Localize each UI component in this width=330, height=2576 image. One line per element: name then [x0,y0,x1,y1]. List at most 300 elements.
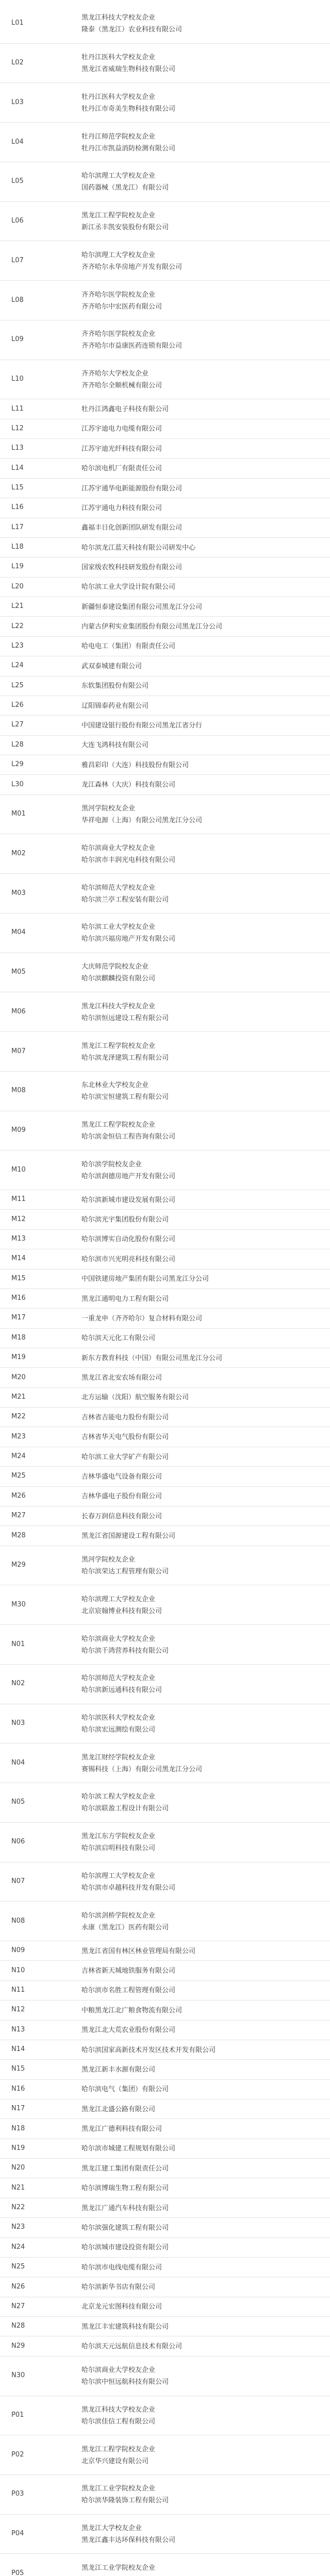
company-name-line: 哈尔滨华隆装饰工程有限公司 [81,2497,169,2505]
company-name [81,562,324,573]
company-name-line: 黑龙江广德利科技有限公司 [81,2125,162,2133]
list-item [0,1546,330,1586]
company-name [81,601,324,613]
company-name [81,803,324,826]
company-name [81,1194,324,1206]
item-code: L30 [11,780,24,788]
company-name [81,2444,324,2467]
company-name-line: 哈尔滨商业大学校友企业 [81,2366,156,2375]
company-name [81,423,324,435]
company-name [81,210,324,233]
company-name-line: 北京龙元宏图科技有限公司 [81,2303,162,2311]
company-name [81,52,324,75]
list-item [0,1862,330,1902]
company-name [81,1372,324,1384]
company-name-line: 牡丹江市凯益消防检测有限公司 [81,144,176,152]
list-item [0,716,330,735]
item-code: L16 [11,503,24,512]
company-name-line: 哈尔滨剑桥学院校友企业 [81,1911,156,1920]
list-item [0,1902,330,1941]
company-name-line: 哈尔滨宏远测绘有限公司 [81,1726,156,1734]
item-code: M21 [11,1393,26,1401]
company-name-line: 隆泰（黑龙江）农业科技有限公司 [81,26,183,34]
item-code: M07 [11,1047,26,1055]
list-item [0,1487,330,1506]
item-code: P02 [11,2450,24,2459]
list-item [0,1348,330,1368]
company-name [81,249,324,273]
company-name-line: 黑龙江鑫丰达环保科技有限公司 [81,2536,176,2545]
list-item [0,241,330,281]
list-item [0,2099,330,2119]
company-name-line: 大庆师范学院校友企业 [81,963,149,971]
company-name-line: 牡丹江医科大学校友企业 [81,54,156,62]
company-name-line: 哈尔滨市名胜工程管理有限公司 [81,1987,176,1995]
item-code: M12 [11,1215,26,1223]
list-item [0,44,330,83]
item-code: L24 [11,662,24,670]
company-name-line: 哈尔滨理工大学校友企业 [81,1595,156,1603]
list-item [0,2515,330,2554]
company-name [81,1412,324,1423]
company-name [81,2202,324,2214]
list-item [0,320,330,360]
company-name [81,1214,324,1226]
item-code: M06 [11,1007,26,1015]
list-item [0,1941,330,1961]
item-code: L05 [11,177,24,185]
item-code: L07 [11,256,24,264]
item-code: M08 [11,1087,26,1095]
company-name [81,1870,324,1894]
company-name-line: 华祥电源（上海）有限公司黑龙江分公司 [81,817,203,825]
list-item [0,676,330,696]
company-name-line: 北方运输（沈阳）航空服务有限公司 [81,1394,189,1402]
list-item [0,1388,330,1408]
company-name-line: 吉林华盛电气设备有限公司 [81,1472,162,1481]
list-item [0,874,330,913]
company-name [81,368,324,392]
item-code: M24 [11,1452,26,1461]
company-name [81,542,324,554]
company-name-line: 雅昌彩印（大连）科技股份有限公司 [81,761,189,769]
company-name [81,2123,324,2135]
item-code: N10 [11,1966,25,1974]
item-code: N17 [11,2105,25,2113]
item-code: M13 [11,1234,26,1243]
list-item [0,2218,330,2238]
list-item [0,1823,330,1862]
company-name-line: 齐齐哈尔市益康医药连锁有限公司 [81,342,183,350]
company-name-line: 哈尔滨宝恒建筑工程有限公司 [81,1093,169,1101]
company-name [81,2182,324,2194]
company-name [81,403,324,415]
list-item [0,1585,330,1625]
company-name [81,1554,324,1578]
item-code: M23 [11,1432,26,1440]
item-code: N06 [11,1838,25,1846]
item-code: N07 [11,1877,25,1885]
item-code: L29 [11,760,24,769]
company-name [81,2301,324,2313]
item-code: M09 [11,1126,26,1134]
item-code: M04 [11,928,26,937]
company-name-line: 牡丹江市奇美生物科技有限公司 [81,105,176,113]
item-code: N09 [11,1946,25,1955]
company-name [81,1313,324,1325]
company-name [81,759,324,771]
list-item [0,1072,330,1111]
company-name-line: 哈尔滨工业大学设计院有限公司 [81,583,176,591]
company-name-line: 北京华兴建设有限公司 [81,2457,149,2465]
company-name [81,660,324,672]
company-name [81,2262,324,2274]
company-name-line: 哈尔滨博瑞生物工程有限公司 [81,2184,169,2193]
list-item [0,1447,330,1467]
company-name-line: 哈尔滨商业大学校友企业 [81,844,156,852]
company-name-line: 齐齐哈尔医学院校友企业 [81,330,156,338]
company-name-line: 大连飞鸿科技有限公司 [81,741,149,750]
company-name-line: 黑龙江北盛公路有限公司 [81,2105,156,2113]
list-item [0,399,330,419]
item-code: L18 [11,543,24,551]
item-code: N08 [11,1917,25,1925]
item-code: P04 [11,2530,24,2538]
company-name-line: 中国建设银行股份有限公司黑龙江省分行 [81,721,203,730]
company-name-line: 哈尔滨荣达工程管理有限公司 [81,1568,169,1576]
company-name-line: 黑龙江工程学院校友企业 [81,212,156,220]
company-name-line: 黑河学院校友企业 [81,805,136,813]
company-name-line: 黑龙江广通汽车科技有限公司 [81,2204,169,2212]
company-name [81,1471,324,1483]
item-code: M19 [11,1353,26,1362]
item-code: P01 [11,2411,24,2419]
company-name-line: 北京宸翰博业科技有限公司 [81,1607,162,1615]
company-name [81,2242,324,2253]
list-item [0,1665,330,1704]
item-code: N23 [11,2223,25,2231]
list-item [0,2475,330,2515]
company-name-line: 哈尔滨金恒信工程咨询有限公司 [81,1132,176,1141]
company-name-line: 齐齐哈尔中宏医药有限公司 [81,302,162,311]
list-item [0,2159,330,2178]
company-name [81,1392,324,1403]
company-name-line: 哈尔滨市电线电缆有限公司 [81,2263,162,2272]
item-code: L09 [11,335,24,344]
item-code: L23 [11,641,24,650]
item-code: N13 [11,2025,25,2033]
list-item [0,2357,330,2396]
company-name-line: 新江丞丰凯安装股份有限公司 [81,224,169,232]
item-code: M27 [11,1512,26,1520]
list-item [0,834,330,874]
company-name-line: 齐齐哈尔永华房地产开发有限公司 [81,263,183,271]
company-name-line: 赛锡科技（上海）有限公司黑龙江分公司 [81,1765,203,1773]
item-code: M11 [11,1195,26,1204]
company-name-line: 黑龙江东方学院校友企业 [81,1833,156,1841]
list-item [0,479,330,498]
item-code: M17 [11,1314,26,1322]
item-code: L20 [11,582,24,590]
list-item [0,2435,330,2475]
company-name-line: 哈尔滨理工大学校友企业 [81,251,156,259]
list-item [0,617,330,636]
item-code: N24 [11,2243,25,2251]
company-name-line: 黑龙江丰宏建筑科技有限公司 [81,2323,169,2331]
company-name-line: 黑龙江通明电力工程有限公司 [81,1295,169,1303]
list-item [0,1783,330,1823]
item-code: N30 [11,2371,25,2380]
list-item [0,2060,330,2079]
company-name-line: 哈尔滨博实自动化股份有限公司 [81,1235,176,1244]
company-name [81,640,324,652]
company-name-line: 黑龙江科技大学校友企业 [81,1002,156,1010]
list-item [0,992,330,1032]
company-name-line: 内蒙古伊利实业集团股份有限公司黑龙江分公司 [81,623,223,631]
company-name-line: 牡丹江医科大学校友企业 [81,93,156,101]
item-code: L26 [11,701,24,709]
item-code: N26 [11,2282,25,2291]
item-code: N18 [11,2124,25,2132]
company-name [81,2222,324,2234]
company-name [81,2104,324,2115]
list-item [0,2040,330,2060]
company-name [81,1945,324,1957]
company-name-line: 江苏宇迪电力电缆有限公司 [81,425,162,433]
company-name-line: 牡丹江师范学院校友企业 [81,132,156,141]
company-name-line: 哈尔滨新城市建设发展有限公司 [81,1196,176,1204]
company-name [81,842,324,866]
company-name-line: 齐齐哈尔医学院校友企业 [81,291,156,299]
company-name [81,2404,324,2428]
company-name-line: 哈尔滨强化建筑工程有限公司 [81,2224,169,2232]
company-name [81,12,324,36]
list-item [0,498,330,518]
list-item [0,2317,330,2336]
list-item [0,1743,330,1783]
company-name [81,1752,324,1775]
company-name [81,1910,324,1934]
company-name-line: 哈尔滨恒远建设工程有限公司 [81,1014,169,1022]
company-name-line: 黑龙江财经学院校友企业 [81,1753,156,1761]
list-item [0,83,330,123]
item-code: M30 [11,1600,26,1608]
item-code: M02 [11,849,26,857]
list-item [0,1150,330,1190]
company-name-line: 东北林业大学校友企业 [81,1081,149,1090]
item-code: M14 [11,1255,26,1263]
company-name-line: 黑龙江工程学院校友企业 [81,1121,156,1129]
company-name-line: 黑龙江新丰水源有限公司 [81,2065,156,2074]
company-name-line: 江苏宇通华电新能源股份有限公司 [81,484,183,493]
company-name [81,522,324,534]
list-item [0,1981,330,2001]
company-name-line: 哈尔滨医科大学校友企业 [81,1714,156,1722]
company-name-line: 黑龙江省国源建设工程有限公司 [81,1532,176,1540]
list-item [0,419,330,439]
list-item [0,1329,330,1348]
item-code: M28 [11,1531,26,1539]
company-name [81,2163,324,2175]
list-item [0,578,330,597]
list-item [0,360,330,400]
company-name [81,621,324,633]
company-name [81,443,324,455]
item-code: N19 [11,2144,25,2152]
list-item [0,1269,330,1289]
list-item [0,281,330,320]
list-item [0,1032,330,1072]
item-code: L15 [11,484,24,492]
company-name-line: 哈尔滨兰亭工程安装有限公司 [81,895,169,904]
item-code: M18 [11,1333,26,1342]
item-code: N14 [11,2045,25,2054]
company-name-line: 哈尔滨商业大学校友企业 [81,1635,156,1643]
list-item [0,439,330,459]
company-name-line: 哈电电工（集团）有限责任公司 [81,642,176,651]
list-item [0,2080,330,2099]
list-item [0,1625,330,1665]
company-name-line: 永康（黑龙江）医药有限公司 [81,1923,169,1931]
item-code: N11 [11,1986,25,1994]
company-name-line: 黑龙江工业学院校友企业 [81,2564,156,2572]
list-item [0,4,330,44]
company-name-line: 新东方教育科技（中国）有限公司黑龙江分公司 [81,1354,223,1362]
item-code: L10 [11,375,24,383]
item-code: M20 [11,1373,26,1381]
list-item [0,1704,330,1744]
item-code: N05 [11,1798,25,1806]
item-code: N15 [11,2065,25,2073]
item-code: M25 [11,1472,26,1480]
item-code: N20 [11,2164,25,2172]
list-item [0,459,330,478]
item-code: N29 [11,2342,25,2350]
company-name-line: 哈尔滨理工大学校友企业 [81,1872,156,1880]
list-item [0,2178,330,2198]
company-name-line: 哈尔滨龙江蓝天科技有限公司研发中心 [81,544,196,552]
item-code: L28 [11,740,24,749]
item-code: M10 [11,1165,26,1174]
list-item [0,597,330,617]
company-name [81,1233,324,1245]
company-name-line: 齐齐哈尔全顺机械有限公司 [81,381,162,389]
item-code: L02 [11,59,24,67]
company-name [81,1159,324,1182]
company-name-line: 江苏宇通电力科技有限公司 [81,504,162,512]
company-name-line: 哈尔滨新华书店有限公司 [81,2283,156,2291]
list-item [0,1190,330,1210]
list-item [0,775,330,794]
item-code: L01 [11,19,24,27]
company-name-line: 黑龙江建工集团有限责任公司 [81,2164,169,2173]
company-name-line: 黑河学院校友企业 [81,1556,136,1564]
company-name-line: 东软集团股份有限公司 [81,682,149,690]
company-name-line: 齐齐哈尔大学校友企业 [81,369,149,378]
company-name [81,1332,324,1344]
company-name-line: 哈尔滨工业大学矿产有限公司 [81,1453,169,1461]
company-name [81,1672,324,1696]
list-item [0,1467,330,1486]
company-name-line: 黑龙江工程学院校友企业 [81,2445,156,2453]
list-item [0,637,330,656]
list-item [0,1210,330,1229]
company-name [81,1001,324,1024]
company-name-line: 江苏宇迪光纤科技有限公司 [81,445,162,453]
item-code: L06 [11,217,24,225]
company-name-line: 哈尔滨电机厂有限责任公司 [81,465,162,473]
company-name-line: 黑龙江省北安农场有限公司 [81,1374,162,1382]
company-name-line: 龙江森林（大庆）科技有限公司 [81,781,176,789]
company-name [81,720,324,732]
item-code: N22 [11,2204,25,2212]
company-name-line: 哈尔滨启明科技有限公司 [81,1844,156,1853]
company-name [81,1451,324,1463]
item-code: N21 [11,2183,25,2192]
list-item [0,795,330,835]
company-name [81,1530,324,1542]
company-name-line: 哈尔滨市丰润光电科技有限公司 [81,856,176,864]
company-name [81,1594,324,1617]
item-code: M03 [11,889,26,897]
company-name-line: 国药器械（黑龙江）有限公司 [81,184,169,192]
company-name-line: 辽阳锦泰药业有限公司 [81,702,149,710]
item-code: L14 [11,464,24,472]
company-name-line: 武双泰城建有限公司 [81,662,142,670]
company-name-line: 黑龙江省威瑞生物科技有限公司 [81,65,176,74]
list-item [0,2258,330,2277]
company-name [81,1079,324,1103]
company-name [81,1490,324,1502]
item-code: L19 [11,563,24,571]
list-item [0,1368,330,1387]
company-name-line: 哈尔滨润德房地产开发有限公司 [81,1172,176,1180]
company-name [81,2064,324,2076]
item-code: N02 [11,1680,25,1688]
list-item [0,2277,330,2297]
item-code: M15 [11,1274,26,1282]
item-code: M29 [11,1561,26,1569]
list-item [0,2554,330,2576]
company-name-line: 中粮黑龙江北广粮食物流有限公司 [81,2006,183,2014]
list-item [0,2336,330,2356]
company-name [81,581,324,593]
item-code: M26 [11,1492,26,1500]
company-name [81,1965,324,1977]
company-name-line: 哈尔滨工业大学校友企业 [81,923,156,931]
company-name-line: 黑龙江科技大学校友企业 [81,14,156,22]
company-name-line: 哈尔滨学院校友企业 [81,1160,142,1168]
list-item [0,1230,330,1249]
item-code: M05 [11,968,26,976]
list-item [0,2001,330,2020]
company-name [81,1633,324,1657]
company-name [81,1273,324,1285]
item-code: P05 [11,2569,24,2576]
list-item [0,1408,330,1427]
company-name-line [81,2574,324,2576]
company-name [81,2005,324,2016]
list-item [0,2297,330,2317]
item-code: L08 [11,296,24,304]
list-item [0,2198,330,2218]
list-item [0,1506,330,1526]
company-name-line: 黑龙江北大荒农业股份有限公司 [81,2026,176,2035]
list-item [0,913,330,953]
company-name-line: 鑫福丰日化创新团队研发有限公司 [81,524,183,532]
company-name-line: 哈尔滨联盈工程设计有限公司 [81,1805,169,1813]
company-name [81,2364,324,2388]
